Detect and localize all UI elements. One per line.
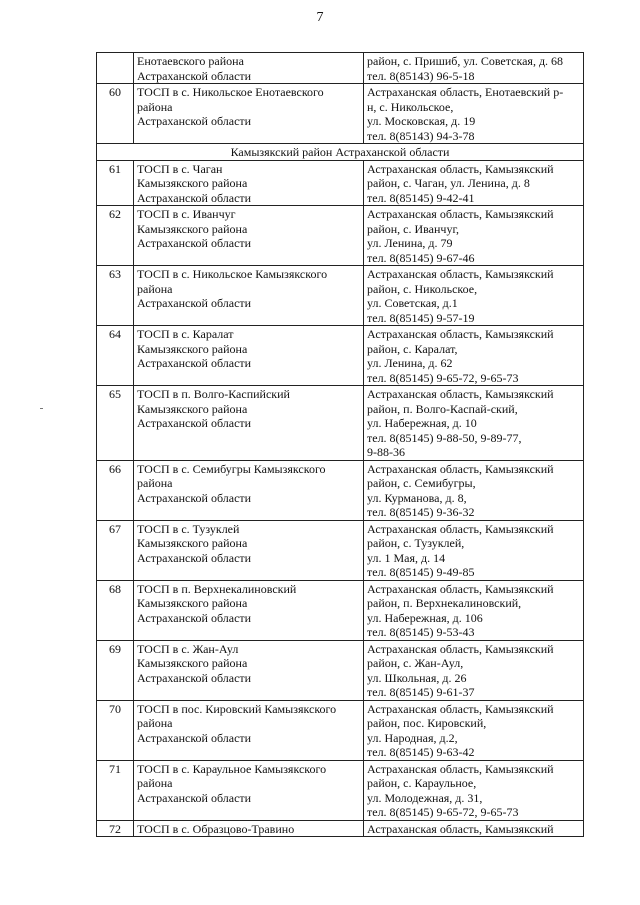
office-address-cell: [364, 84, 584, 144]
office-address-line: Астраханская область, Камызякский: [367, 327, 554, 341]
table-row: [97, 580, 584, 640]
office-address-line: район, п. Волго-Каспай-ский,: [367, 401, 518, 416]
row-number: 62: [97, 206, 134, 266]
row-number: [97, 53, 134, 84]
office-address-cell: [364, 640, 584, 700]
office-name-cell: [134, 580, 364, 640]
office-address-line: Астраханская область, Камызякский: [367, 701, 554, 716]
office-address-cell: [364, 580, 584, 640]
office-address-line: тел. 8(85145) 9-88-50, 9-89-77,: [367, 430, 522, 445]
row-number: 67: [97, 520, 134, 580]
office-address-line: район, с. Иванчуг,: [367, 221, 460, 236]
office-name-line: Камызякского района: [137, 656, 248, 670]
office-address-line: ул. Молодежная, д. 31,: [367, 790, 483, 805]
office-name-cell: [134, 326, 364, 386]
office-name-line: Астраханской области: [137, 114, 252, 128]
office-name-cell: [134, 700, 364, 760]
section-title: Камызякский район Астраханской области: [97, 144, 584, 161]
row-number: 72: [97, 820, 134, 837]
office-name-cell: [134, 460, 364, 520]
office-address-line: район, с. Каралат,: [367, 341, 458, 356]
row-number: 69: [97, 640, 134, 700]
office-name-line: Астраханской области: [137, 550, 252, 565]
office-name-line: района: [137, 776, 173, 790]
office-address-line: район, с. Никольское,: [367, 281, 478, 296]
office-address-line: тел. 8(85145) 9-53-43: [367, 625, 475, 639]
office-address-line: ул. Ленина, д. 62: [367, 356, 453, 370]
office-address-cell: [364, 53, 584, 84]
office-name-line: ТОСП в с. Иванчуг: [137, 207, 236, 221]
table-row: [97, 520, 584, 580]
office-name-line: Астраханской области: [137, 296, 252, 310]
office-address-line: ул. 1 Мая, д. 14: [367, 550, 446, 565]
office-name-line: Енотаевского района: [137, 54, 244, 68]
office-address-cell: [364, 520, 584, 580]
office-name-line: Камызякского района: [137, 401, 248, 416]
office-name-line: ТОСП в с. Семибугры Камызякского: [137, 461, 326, 476]
office-address-line: тел. 8(85145) 9-67-46: [367, 250, 475, 265]
office-name-line: Камызякского района: [137, 341, 248, 356]
page-number: 7: [316, 10, 324, 25]
table-row: [97, 386, 584, 461]
office-address-cell: [364, 160, 584, 206]
office-address-line: 9-88-36: [367, 445, 405, 459]
office-name-line: Астраханской области: [137, 236, 252, 250]
office-name-line: Астраханской области: [137, 356, 252, 370]
office-address-line: Астраханская область, Камызякский: [367, 207, 554, 221]
table-row: [97, 266, 584, 326]
office-name-line: Астраханской области: [137, 68, 252, 83]
table-row: [97, 326, 584, 386]
office-name-line: ТОСП в п. Верхнекалиновский: [137, 581, 297, 596]
office-address-line: тел. 8(85143) 96-5-18: [367, 68, 475, 83]
office-name-line: ТОСП в с. Жан-Аул: [137, 641, 239, 656]
office-address-line: ул. Ленина, д. 79: [367, 236, 453, 250]
office-name-line: Астраханской области: [137, 416, 252, 430]
office-table-body: [97, 53, 584, 837]
office-name-line: ТОСП в с. Никольское Енотаевского: [137, 85, 324, 99]
row-number: 68: [97, 580, 134, 640]
table-row: [97, 760, 584, 820]
office-name-line: Астраханской области: [137, 670, 252, 685]
office-address-line: тел. 8(85145) 9-57-19: [367, 310, 475, 325]
office-address-line: Астраханская область, Камызякский: [367, 821, 554, 836]
office-address-line: тел. 8(85143) 94-3-78: [367, 128, 475, 143]
row-number: 71: [97, 760, 134, 820]
office-address-line: район, с. Чаган, ул. Ленина, д. 8: [367, 176, 530, 190]
office-name-line: Камызякского района: [137, 176, 248, 190]
office-name-cell: [134, 206, 364, 266]
office-name-cell: [134, 820, 364, 837]
office-address-cell: [364, 386, 584, 461]
office-name-line: района: [137, 716, 173, 730]
office-name-line: Камызякского района: [137, 221, 248, 236]
office-address-line: тел. 8(85145) 9-63-42: [367, 745, 475, 759]
office-name-cell: [134, 386, 364, 461]
office-name-line: ТОСП в п. Волго-Каспийский: [137, 387, 290, 401]
office-address-line: Астраханская область, Камызякский: [367, 761, 554, 776]
office-address-line: район, пос. Кировский,: [367, 716, 487, 730]
office-address-line: ул. Набережная, д. 106: [367, 610, 483, 625]
office-name-line: ТОСП в с. Никольское Камызякского: [137, 267, 328, 281]
row-number: 61: [97, 160, 134, 206]
office-name-line: ТОСП в с. Каралат: [137, 327, 234, 341]
office-name-cell: [134, 760, 364, 820]
office-name-cell: [134, 84, 364, 144]
office-address-line: ул. Московская, д. 19: [367, 114, 476, 128]
office-address-line: тел. 8(85145) 9-49-85: [367, 565, 475, 579]
office-name-cell: [134, 266, 364, 326]
office-address-line: район, с. Пришиб, ул. Советская, д. 68: [367, 54, 564, 68]
row-number: 64: [97, 326, 134, 386]
office-address-line: н, с. Никольское,: [367, 99, 454, 114]
office-address-line: ул. Советская, д.1: [367, 296, 458, 310]
office-address-cell: [364, 700, 584, 760]
office-name-line: района: [137, 99, 173, 114]
office-name-line: ТОСП в пос. Кировский Камызякского: [137, 701, 337, 716]
row-number: 66: [97, 460, 134, 520]
table-row: [97, 820, 584, 837]
office-name-line: Астраханской области: [137, 190, 252, 205]
office-address-line: ул. Народная, д.2,: [367, 730, 458, 745]
office-name-line: района: [137, 281, 173, 296]
office-name-line: Астраханской области: [137, 490, 252, 505]
office-address-cell: [364, 820, 584, 837]
row-number: 65: [97, 386, 134, 461]
table-row: [97, 700, 584, 760]
office-name-cell: [134, 160, 364, 206]
office-address-line: Астраханская область, Камызякский: [367, 267, 554, 281]
office-name-line: Астраханской области: [137, 610, 252, 625]
section-row: [97, 144, 584, 161]
office-name-cell: [134, 53, 364, 84]
office-address-line: Астраханская область, Камызякский: [367, 161, 554, 176]
table-row: [97, 160, 584, 206]
office-address-line: Астраханская область, Камызякский: [367, 387, 554, 401]
office-table: [96, 52, 584, 837]
office-address-cell: [364, 326, 584, 386]
office-address-line: тел. 8(85145) 9-65-72, 9-65-73: [367, 805, 519, 819]
office-address-cell: [364, 760, 584, 820]
office-address-line: ул. Курманова, д. 8,: [367, 490, 467, 505]
office-address-line: район, с. Караульное,: [367, 776, 477, 790]
office-name-line: ТОСП в с. Караульное Камызякского: [137, 761, 327, 776]
office-name-line: ТОСП в с. Тузуклей: [137, 521, 240, 536]
office-address-line: тел. 8(85145) 9-42-41: [367, 190, 475, 205]
office-address-line: тел. 8(85145) 9-65-72, 9-65-73: [367, 370, 519, 385]
table-row: [97, 84, 584, 144]
office-address-cell: [364, 460, 584, 520]
row-number: 70: [97, 700, 134, 760]
office-address-line: ул. Школьная, д. 26: [367, 670, 467, 685]
office-name-line: Астраханской области: [137, 790, 252, 805]
row-number: 63: [97, 266, 134, 326]
table-row: [97, 206, 584, 266]
office-address-line: Астраханская область, Енотаевский р-: [367, 85, 564, 99]
office-address-line: Астраханская область, Камызякский: [367, 641, 554, 656]
office-name-cell: [134, 520, 364, 580]
office-address-line: Астраханская область, Камызякский: [367, 581, 554, 596]
office-address-cell: [364, 206, 584, 266]
office-address-line: тел. 8(85145) 9-61-37: [367, 685, 475, 699]
office-name-cell: [134, 640, 364, 700]
table-row: [97, 460, 584, 520]
office-address-line: район, с. Тузуклей,: [367, 536, 465, 550]
office-address-line: тел. 8(85145) 9-36-32: [367, 505, 475, 519]
office-address-line: Астраханская область, Камызякский: [367, 521, 554, 536]
office-address-line: район, с. Семибугры,: [367, 476, 476, 490]
office-address-line: район, с. Жан-Аул,: [367, 656, 464, 670]
office-name-line: района: [137, 476, 173, 490]
office-address-cell: [364, 266, 584, 326]
row-number: 60: [97, 84, 134, 144]
office-name-line: ТОСП в с. Чаган: [137, 161, 223, 176]
office-name-line: ТОСП в с. Образцово-Травино: [137, 821, 295, 836]
table-row: [97, 53, 584, 84]
office-name-line: Камызякского района: [137, 596, 248, 610]
office-name-line: Камызякского района: [137, 536, 248, 550]
office-name-line: Астраханской области: [137, 730, 252, 745]
office-address-line: ул. Набережная, д. 10: [367, 416, 477, 430]
table-row: [97, 640, 584, 700]
margin-mark: [40, 408, 43, 409]
office-address-line: район, п. Верхнекалиновский,: [367, 596, 522, 610]
office-address-line: Астраханская область, Камызякский: [367, 461, 554, 476]
